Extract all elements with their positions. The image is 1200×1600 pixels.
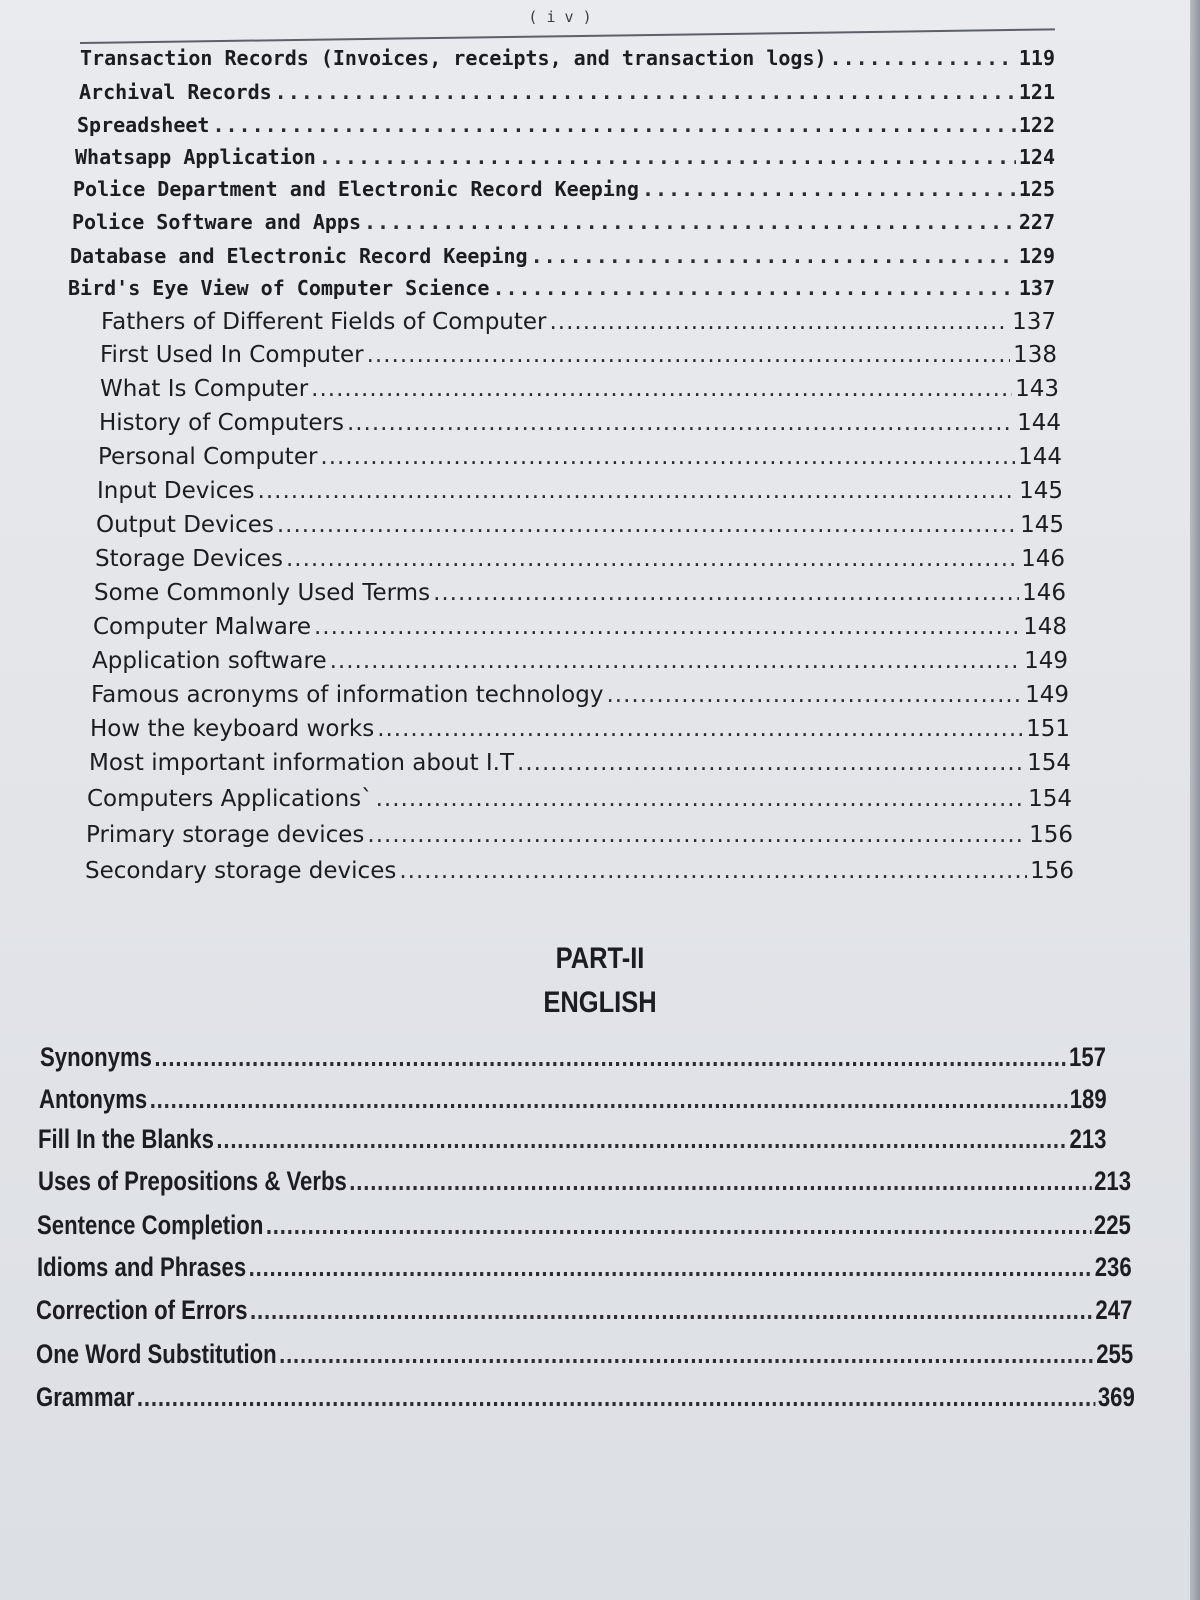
toc-entry-page: 121 [1018,80,1055,104]
toc-entry-title: Fill In the Blanks [38,1124,214,1154]
toc-leader [250,1295,1093,1326]
toc-entry-page: 247 [1095,1295,1133,1325]
toc-entry-title: Storage Devices [95,546,283,572]
toc-entry [89,750,1071,776]
toc-entry-page: 146 [1021,546,1065,572]
toc-leader [154,1042,1066,1073]
toc-entry-page: 189 [1069,1084,1107,1114]
toc-entry-title: Primary storage devices [86,822,365,848]
toc-entry [85,858,1074,884]
toc-entry-title: Some Commonly Used Terms [94,580,431,606]
toc-entry-title: Archival Records [79,80,272,104]
toc-leader [376,786,1025,812]
toc-entry-page: 156 [1030,858,1074,884]
toc-entry-title: Fathers of Different Fields of Computer [101,309,547,335]
toc-entry-title: Database and Electronic Record Keeping [70,244,528,268]
toc-entry-page: 144 [1018,444,1062,470]
toc-entry-page: 144 [1017,410,1061,436]
toc-entry-page: 236 [1094,1252,1132,1282]
toc-leader [279,1339,1094,1370]
toc-entry [94,580,1066,606]
toc-entry-page: 369 [1097,1382,1135,1412]
toc-leader [266,1210,1092,1241]
toc-entry-page: 137 [1012,309,1056,335]
toc-entry [39,1084,1107,1115]
toc-leader [319,145,1016,169]
toc-leader [258,478,1017,504]
toc-entry-title: Police Department and Electronic Record Keeping [73,177,639,201]
toc-entry [91,682,1069,708]
toc-entry [70,244,1055,268]
toc-entry-title: Bird's Eye View of Computer Science [68,276,490,300]
toc-entry [36,1382,1135,1413]
toc-entry-page: 149 [1024,648,1068,674]
page-number: ( i v ) [528,8,592,26]
toc-entry-title: Computer Malware [93,614,311,640]
toc-entry-title: Personal Computer [98,444,318,470]
toc-leader [367,822,1026,848]
toc-entry-title: Correction of Errors [36,1295,248,1325]
toc-leader [320,444,1015,470]
toc-entry [75,145,1055,169]
toc-entry-page: 143 [1015,376,1059,402]
toc-entry-title: One Word Substitution [36,1339,277,1369]
toc-entry [99,410,1061,436]
toc-entry-title: Input Devices [97,478,255,504]
toc-leader [150,1084,1068,1115]
toc-entry-title: Most important information about I.T [89,750,515,776]
toc-entry [36,1295,1132,1326]
toc-leader [137,1382,1095,1413]
toc-entry-title: Synonyms [40,1042,152,1072]
toc-leader [377,716,1023,742]
toc-entry-title: Famous acronyms of information technology [91,682,604,708]
toc-entry [95,546,1065,572]
toc-entry-title: What Is Computer [100,376,309,402]
toc-entry-page: 124 [1018,145,1055,169]
toc-leader [249,1252,1093,1283]
toc-leader [314,614,1020,640]
toc-leader [367,342,1010,368]
toc-leader [216,1124,1067,1155]
toc-entry [77,113,1055,137]
toc-entry-page: 122 [1018,113,1055,137]
subject-title: ENGLISH [543,986,657,1019]
toc-entry-page: 225 [1093,1210,1131,1240]
toc-leader [275,80,1016,104]
toc-entry [38,1166,1131,1197]
toc-entry [100,342,1057,368]
toc-leader [330,648,1022,674]
toc-leader [347,410,1014,436]
toc-leader [311,376,1012,402]
toc-entry [98,444,1062,470]
page-edge-shadow [1190,0,1200,1600]
toc-entry-page: 149 [1025,682,1069,708]
toc-entry [86,822,1073,848]
toc-leader [277,512,1017,538]
toc-leader [606,682,1022,708]
toc-leader [349,1166,1091,1197]
toc-entry-title: Computers Applications` [87,786,373,812]
header-rule [80,28,1055,44]
toc-entry [68,276,1055,300]
toc-leader [212,113,1015,137]
toc-entry-title: How the keyboard works [90,716,375,742]
toc-entry-page: 145 [1019,478,1063,504]
toc-entry-title: Police Software and Apps [72,210,361,234]
toc-entry [96,512,1064,538]
toc-entry [72,210,1055,234]
toc-entry [90,716,1070,742]
toc-entry-title: Output Devices [96,512,274,538]
toc-entry-page: 213 [1069,1124,1107,1154]
toc-entry [97,478,1063,504]
toc-entry-page: 129 [1018,244,1055,268]
toc-entry-title: Transaction Records (Invoices, receipts, and transaction logs) [80,46,827,70]
toc-entry-title: Secondary storage devices [85,858,397,884]
toc-entry-title: Antonyms [39,1084,148,1114]
toc-entry-page: 255 [1096,1339,1134,1369]
toc-entry-title: History of Computers [99,410,344,436]
toc-entry-page: 137 [1018,276,1055,300]
toc-entry-title: Idioms and Phrases [37,1252,247,1282]
toc-entry [101,309,1056,335]
toc-entry [40,1042,1106,1073]
toc-entry-title: Application software [92,648,327,674]
toc-entry-page: 148 [1023,614,1067,640]
toc-entry-title: Uses of Prepositions & Verbs [38,1166,347,1196]
part-title: PART-II [555,942,645,975]
toc-leader [364,210,1016,234]
toc-entry [87,786,1072,812]
toc-entry [37,1210,1131,1241]
toc-entry-page: 119 [1018,46,1055,70]
toc-entry-page: 151 [1026,716,1070,742]
toc-leader [550,309,1010,335]
toc-entry [100,376,1059,402]
toc-leader [286,546,1018,572]
toc-entry [73,177,1055,201]
toc-leader [642,177,1016,201]
toc-leader [492,276,1015,300]
toc-entry-page: 213 [1094,1166,1132,1196]
toc-leader [517,750,1024,776]
toc-entry-page: 138 [1013,342,1057,368]
toc-entry-title: First Used In Computer [100,342,364,368]
toc-entry-title: Sentence Completion [37,1210,264,1240]
toc-entry [79,80,1055,104]
toc-entry-title: Whatsapp Application [75,145,316,169]
toc-entry [38,1124,1106,1155]
toc-entry [37,1252,1132,1283]
toc-leader [531,244,1016,268]
toc-entry [80,46,1055,70]
toc-entry-title: Spreadsheet [77,113,210,137]
toc-entry [92,648,1068,674]
toc-entry-page: 146 [1022,580,1066,606]
toc-entry-page: 154 [1028,786,1072,812]
toc-entry-page: 145 [1020,512,1064,538]
toc-entry-page: 156 [1029,822,1073,848]
toc-leader [433,580,1019,606]
toc-entry-title: Grammar [36,1382,135,1412]
toc-entry [93,614,1067,640]
toc-entry-page: 227 [1018,210,1055,234]
toc-entry [36,1339,1133,1370]
toc-entry-page: 157 [1069,1042,1106,1072]
toc-entry-page: 154 [1027,750,1071,776]
toc-entry-page: 125 [1018,177,1055,201]
toc-leader [830,46,1016,70]
toc-leader [399,858,1027,884]
